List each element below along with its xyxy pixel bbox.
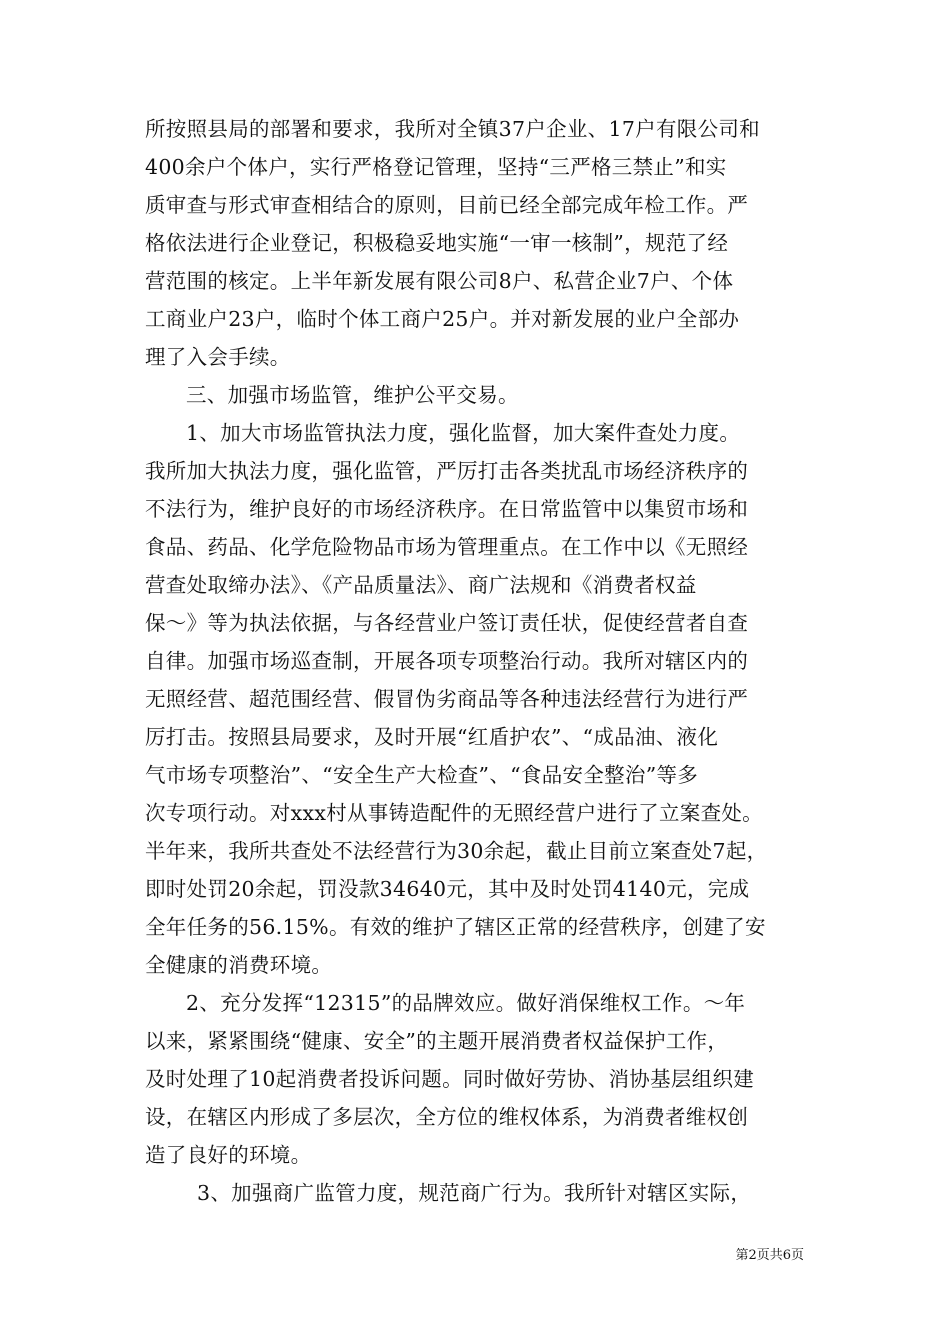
text-line: 食品、药品、化学危险物品市场为管理重点。在工作中以《无照经 bbox=[145, 535, 749, 559]
text-line: 全健康的消费环境。 bbox=[145, 953, 333, 977]
text-line: 自律。加强市场巡查制，开展各项专项整治行动。我所对辖区内的 bbox=[145, 649, 749, 673]
text-line: 格依法进行企业登记，积极稳妥地实施“一审一核制”，规范了经 bbox=[145, 231, 729, 255]
text-line: 质审查与形式审查相结合的原则，目前已经全部完成年检工作。严 bbox=[145, 193, 749, 217]
text-line: 工商业户23户，临时个体工商户25户。并对新发展的业户全部办 bbox=[145, 307, 740, 331]
text-line: 即时处罚20余起，罚没款34640元，其中及时处罚4140元，完成 bbox=[145, 877, 750, 901]
text-line: 半年来，我所共查处不法经营行为30余起，截止目前立案查处7起， bbox=[145, 839, 768, 863]
text-line: 次专项行动。对xxx村从事铸造配件的无照经营户进行了立案查处。 bbox=[145, 801, 763, 825]
page-number: 第2页共6页 bbox=[735, 1248, 804, 1263]
text-line: 营范围的核定。上半年新发展有限公司8户、私营企业7户、个体 bbox=[145, 269, 734, 293]
text-line: 所按照县局的部署和要求，我所对全镇37户企业、17户有限公司和 bbox=[145, 117, 760, 141]
text-line: 无照经营、超范围经营、假冒伪劣商品等各种违法经营行为进行严 bbox=[145, 687, 749, 711]
text-line: 全年任务的56.15%。有效的维护了辖区正常的经营秩序，创建了安 bbox=[145, 915, 766, 939]
text-line: 设，在辖区内形成了多层次，全方位的维权体系，为消费者维权创 bbox=[145, 1105, 749, 1129]
text-line: 及时处理了10起消费者投诉问题。同时做好劳协、消协基层组织建 bbox=[145, 1067, 755, 1091]
text-line: 3、加强商广监管力度，规范商广行为。我所针对辖区实际， bbox=[197, 1181, 752, 1205]
text-line: 理了入会手续。 bbox=[145, 345, 291, 369]
text-line: 我所加大执法力度，强化监管，严厉打击各类扰乱市场经济秩序的 bbox=[145, 459, 749, 483]
text-line: 不法行为，维护良好的市场经济秩序。在日常监管中以集贸市场和 bbox=[145, 497, 749, 521]
text-line: 400余户个体户，实行严格登记管理，坚持“三严格三禁止”和实 bbox=[145, 155, 727, 179]
text-line: 厉打击。按照县局要求，及时开展“红盾护农”、“成品油、液化 bbox=[145, 725, 719, 749]
text-line: 1、加大市场监管执法力度，强化监督，加大案件查处力度。 bbox=[186, 421, 741, 445]
section-heading: 三、加强市场监管，维护公平交易。 bbox=[186, 383, 519, 407]
text-line: 营查处取缔办法》、《产品质量法》、商广法规和《消费者权益 bbox=[145, 573, 697, 597]
text-line: 保～》等为执法依据，与各经营业户签订责任状，促使经营者自查 bbox=[145, 611, 749, 635]
text-line: 造了良好的环境。 bbox=[145, 1143, 312, 1167]
text-line: 2、充分发挥“12315”的品牌效应。做好消保维权工作。～年 bbox=[186, 991, 746, 1015]
text-line: 气市场专项整治”、“安全生产大检查”、“食品安全整治”等多 bbox=[145, 763, 699, 787]
text-line: 以来，紧紧围绕“健康、安全”的主题开展消费者权益保护工作， bbox=[145, 1029, 729, 1053]
